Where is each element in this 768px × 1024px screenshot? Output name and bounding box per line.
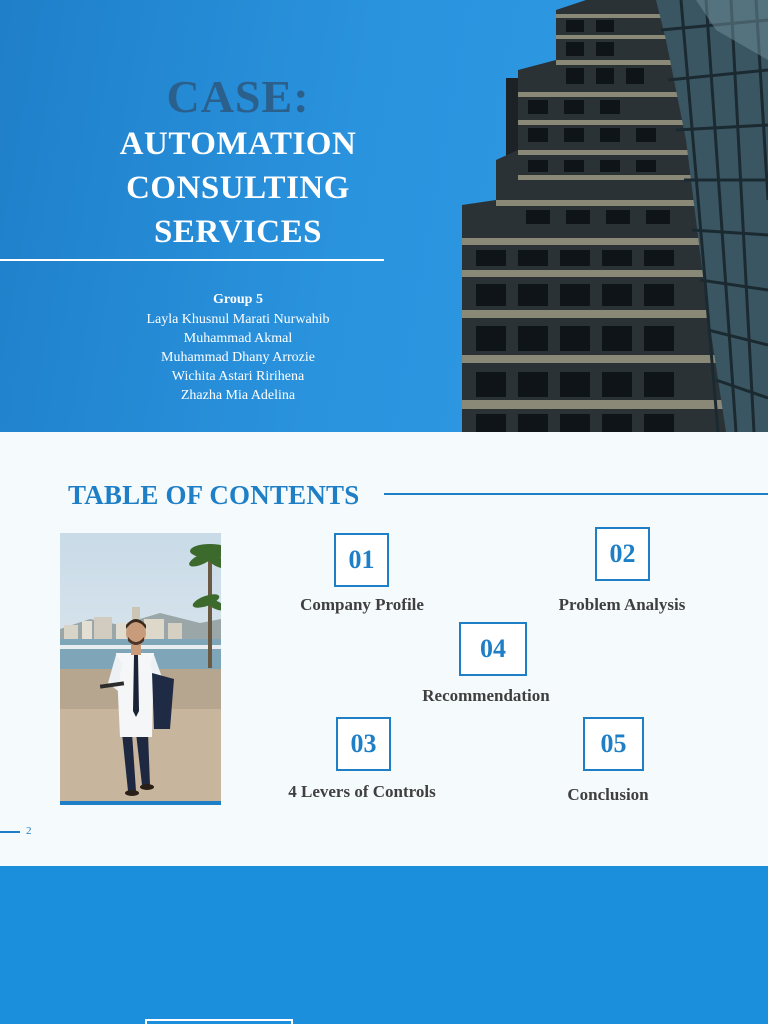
businessman-photo — [60, 533, 221, 805]
member-name: Zhazha Mia Adelina — [180, 388, 296, 403]
skyscraper-image — [456, 0, 768, 432]
toc-number-01: 01 — [334, 533, 389, 587]
member-name: Wichita Astari Ririhena — [171, 369, 305, 384]
toc-item-conclusion[interactable]: Conclusion — [567, 785, 649, 804]
toc-number-02: 02 — [595, 527, 650, 581]
title-line-2: CONSULTING — [126, 170, 350, 206]
title-slide — [0, 0, 768, 432]
title-line-1: AUTOMATION — [119, 126, 357, 162]
toc-number-05: 05 — [583, 717, 644, 771]
toc-number-03: 03 — [336, 717, 391, 771]
toc-divider — [384, 493, 768, 495]
case-label: CASE: — [166, 71, 310, 122]
table-of-contents-slide — [0, 432, 768, 866]
page-number-marker — [0, 831, 20, 833]
title-divider — [0, 259, 384, 261]
member-name: Muhammad Dhany Arrozie — [161, 350, 315, 365]
group-label: Group 5 — [213, 292, 263, 307]
toc-item-company-profile[interactable]: Company Profile — [300, 595, 424, 614]
toc-item-recommendation[interactable]: Recommendation — [422, 686, 550, 705]
member-name: Muhammad Akmal — [183, 331, 293, 346]
member-name: Layla Khusnul Marati Nurwahib — [146, 312, 330, 327]
next-slide-frame — [145, 1019, 293, 1024]
toc-number-04: 04 — [459, 622, 527, 676]
title-line-3: SERVICES — [154, 214, 322, 250]
next-slide-partial — [0, 866, 768, 1024]
toc-title: TABLE OF CONTENTS — [68, 480, 360, 510]
toc-item-levers-of-controls[interactable]: 4 Levers of Controls — [288, 782, 436, 801]
toc-item-problem-analysis[interactable]: Problem Analysis — [558, 595, 686, 614]
page-number: 2 — [26, 825, 32, 837]
